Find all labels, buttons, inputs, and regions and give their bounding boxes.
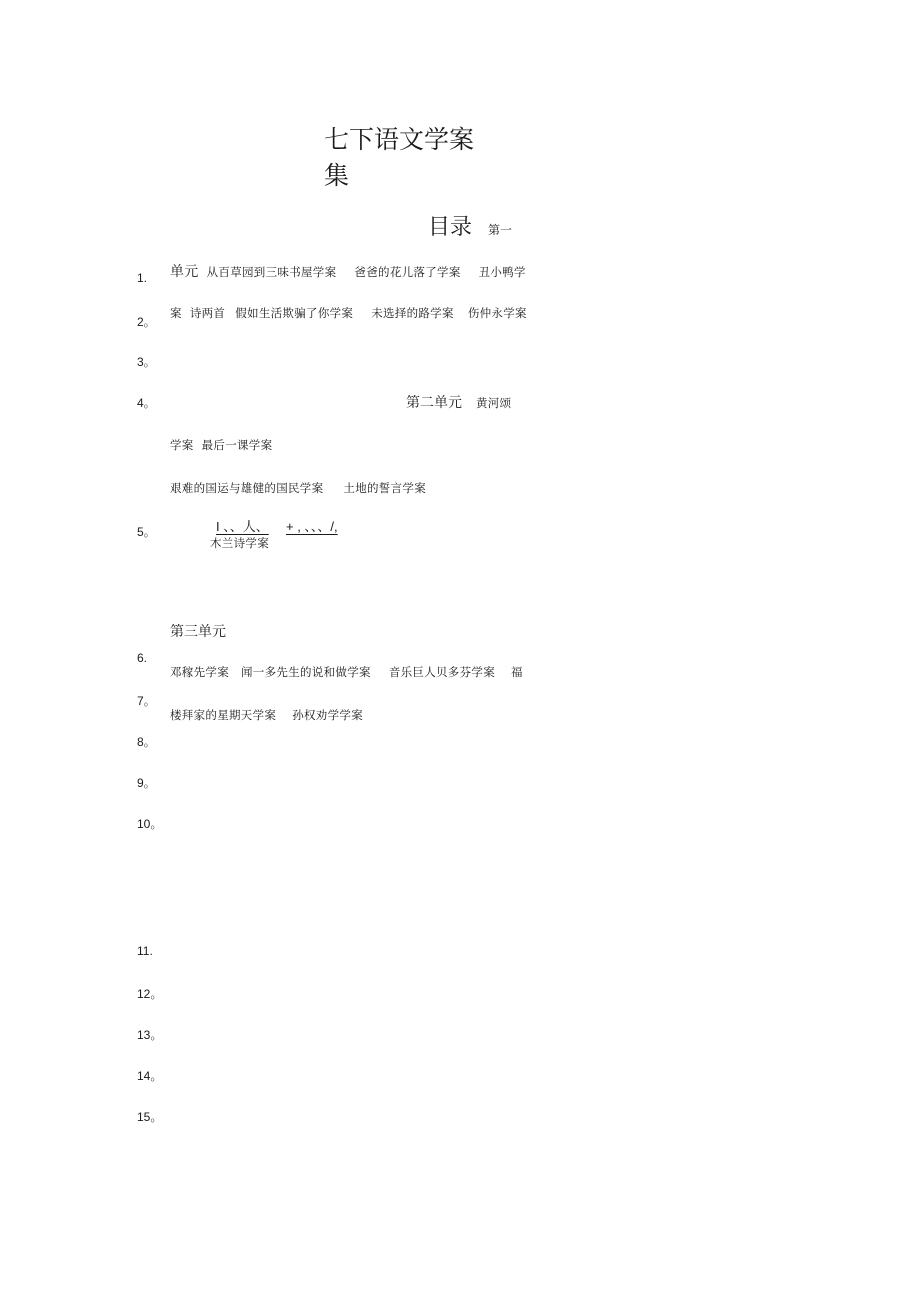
- list-number: 3。: [137, 355, 156, 369]
- list-number: 12。: [137, 987, 163, 1001]
- list-number: 5。: [137, 525, 156, 539]
- toc-entry: 音乐巨人贝多芬学案: [388, 665, 496, 679]
- toc-line-5: [170, 664, 523, 680]
- toc-entry: 从百草园到三味书屋学案: [206, 265, 337, 279]
- toc-line-1: [170, 261, 526, 281]
- toc-entry: 学案: [170, 438, 194, 452]
- unit-label: 第三单元: [170, 624, 226, 640]
- toc-line-4: [170, 480, 426, 496]
- toc-entry: 木兰诗学案: [210, 536, 269, 550]
- unit-label: 单元: [170, 264, 199, 280]
- list-number: 8。: [137, 735, 156, 749]
- toc-line-3: [170, 437, 272, 453]
- toc-heading-suffix: 第一: [488, 223, 513, 237]
- document-title-line1: 七下语文学案: [324, 125, 475, 154]
- garbled-text-b: + , 、、、/,: [286, 519, 338, 534]
- list-number: 11.: [137, 944, 153, 958]
- toc-entry: 黄河颂: [476, 396, 512, 410]
- toc-entry: 孙权劝学学案: [292, 708, 364, 722]
- toc-heading: 目录: [428, 215, 473, 240]
- garbled-text-a: I 、、人、: [216, 519, 269, 534]
- list-number: 4。: [137, 396, 156, 410]
- list-number: 7。: [137, 694, 156, 708]
- list-number: 13。: [137, 1028, 163, 1042]
- toc-entry: 伤仲永学案: [467, 306, 527, 320]
- toc-entry: 福: [511, 665, 523, 679]
- list-number: 9。: [137, 776, 156, 790]
- toc-heading-row: [428, 210, 512, 241]
- toc-line-2: [170, 305, 527, 321]
- toc-entry: 最后一课学案: [201, 438, 273, 452]
- document-title-line2: 集: [324, 161, 350, 190]
- list-number: 2。: [137, 315, 156, 329]
- list-number: 6.: [137, 651, 148, 665]
- list-number: 1.: [137, 271, 148, 285]
- toc-entry: 闻一多先生的说和做学案: [241, 665, 371, 679]
- list-number: 15。: [137, 1110, 163, 1124]
- toc-unit2-row: [406, 392, 511, 412]
- toc-entry: 案: [170, 306, 182, 320]
- toc-entry: 假如生活欺骗了你学案: [235, 306, 354, 320]
- toc-entry: 土地的誓言学案: [343, 481, 427, 495]
- list-number: 10。: [137, 817, 163, 831]
- toc-entry: 楼拜家的星期天学案: [170, 708, 277, 722]
- list-number: 14。: [137, 1069, 163, 1083]
- toc-entry: 艰难的国运与雄健的国民学案: [170, 481, 324, 495]
- toc-entry: 爸爸的花儿落了学案: [354, 265, 461, 279]
- unit-label: 第二单元: [406, 395, 462, 411]
- toc-entry: 丑小鸭学: [478, 265, 526, 279]
- toc-line-6: [170, 707, 363, 723]
- toc-entry: 诗两首: [189, 306, 226, 320]
- toc-entry: 未选择的路学案: [371, 306, 454, 320]
- toc-entry: 邓稼先学案: [170, 665, 229, 679]
